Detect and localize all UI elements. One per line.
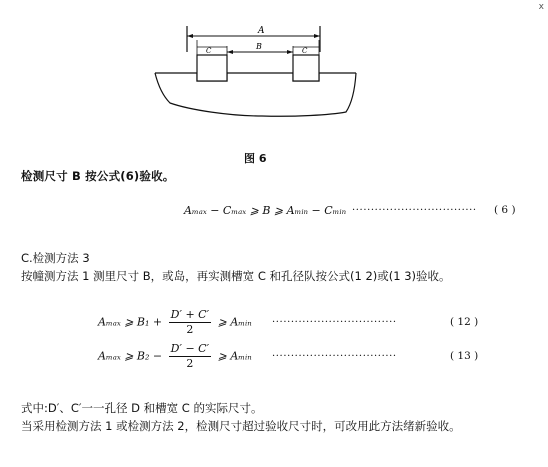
formula-12-fraction (169, 308, 211, 337)
formula-12-numerator: D′ + C′ (170, 308, 210, 321)
label-B: B (256, 42, 262, 51)
formula-12 (98, 308, 252, 337)
formula-6 (184, 204, 346, 217)
formula-13-leader: ································· (272, 351, 397, 362)
slot-diagram (0, 0, 548, 150)
profile-line (155, 73, 356, 81)
right-key (293, 55, 319, 81)
formula-13-fraction (169, 342, 211, 371)
formula-6-expr: Aₘₐₓ − Cₘₐₓ ⩾ B ⩾ Aₘᵢₙ − Cₘᵢₙ (184, 204, 347, 217)
formula-13-left: Aₘₐₓ ⩾ B₂ − (98, 349, 163, 363)
formula-12-right: ⩾ Aₘᵢₙ (217, 315, 252, 329)
formula-12-left: Aₘₐₓ ⩾ B₁ + (98, 315, 163, 329)
formula-12-leader: ································· (272, 317, 397, 328)
note-variables: 式中:D′、C′一一孔径 D 和槽宽 C 的实际尺寸。 (21, 401, 263, 415)
diagram-body (155, 26, 356, 116)
section-c-text: 按幢测方法 1 测里尺寸 B，或岛，再实测槽宽 C 和孔径队按公式(1 2)或(1 3)验收。 (21, 269, 451, 283)
formula-13-number: ( 13 ) (450, 350, 479, 362)
corner-mark: x (538, 2, 544, 12)
label-C2: C (302, 47, 308, 55)
left-key (197, 55, 227, 81)
formula-13 (98, 342, 252, 371)
formula-12-denominator: 2 (186, 323, 194, 336)
formula-12-number: ( 12 ) (450, 316, 479, 328)
note-method: 当采用检测方法 1 或检测方法 2，检测尺寸超过验收尺寸时，可改用此方法绪新验收。 (21, 419, 461, 433)
section-c-heading: C.检测方法 3 (21, 251, 90, 265)
label-A: A (258, 26, 265, 36)
figure-caption: 图 6 (244, 152, 267, 165)
label-C1: C (206, 47, 212, 55)
body-outline (155, 73, 356, 116)
formula-13-right: ⩾ Aₘᵢₙ (217, 349, 252, 363)
check-dimension-text: 检测尺寸 B 按公式(6)验收。 (21, 169, 175, 183)
formula-13-numerator: D′ − C′ (170, 342, 210, 355)
formula-6-number: ( 6 ) (494, 204, 516, 216)
formula-13-denominator: 2 (186, 357, 194, 370)
formula-6-leader: ································· (352, 205, 477, 216)
